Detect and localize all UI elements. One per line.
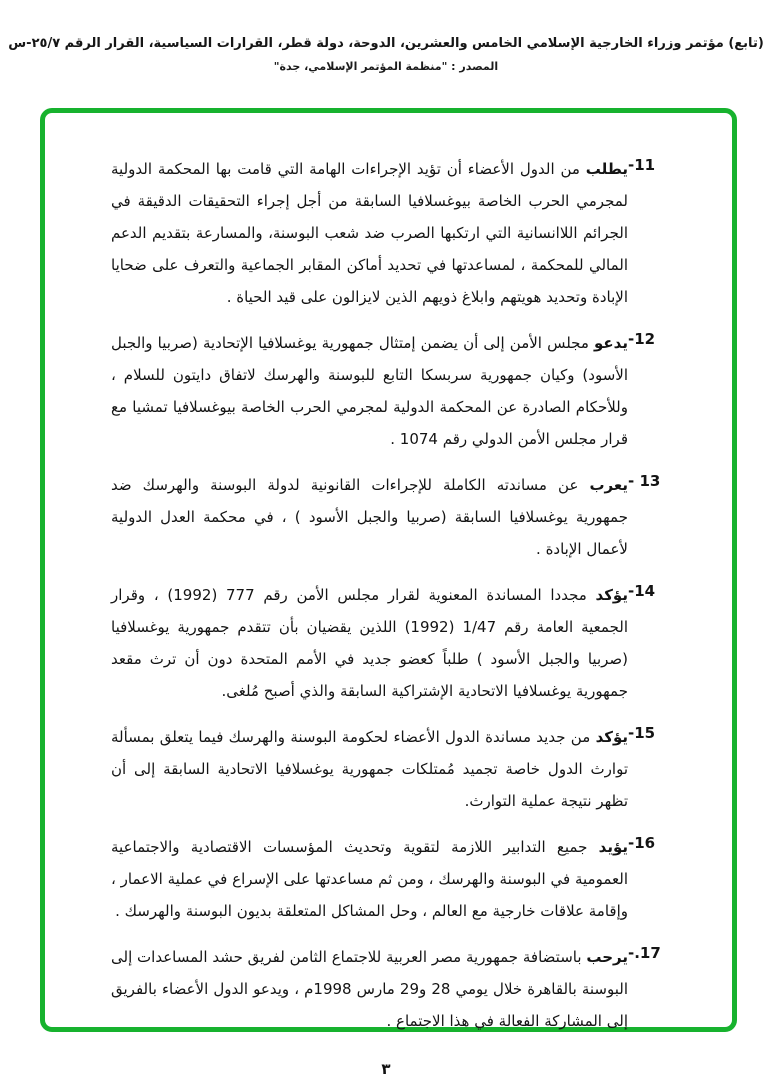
resolution-text: [111, 579, 628, 707]
resolution-frame: [40, 108, 737, 1032]
resolution-lead-word: يؤيد: [598, 838, 628, 856]
resolution-lead-word: يعرب: [589, 476, 628, 494]
resolution-text: [111, 831, 628, 927]
resolution-number: -14: [628, 582, 656, 600]
resolution-number: -11: [628, 156, 656, 174]
resolution-body: باستضافة جمهورية مصر العربية للاجتماع الثامن لفريق حشد المساعدات إلى البوسنة بالقاهرة خلال يومي 28 و29 مارس 1998م ، ويدعو الدول الأعضاء بالفريق إلى المشاركة الفعالة في هذا الاجتماع .: [111, 948, 628, 1030]
resolution-item-16: [111, 831, 712, 927]
resolution-number: -15: [628, 724, 656, 742]
resolution-lead-word: يرحب: [586, 948, 628, 966]
resolution-lead-word: يدعو: [594, 334, 628, 352]
resolution-body: عن مساندته الكاملة للإجراءات القانونية لدولة البوسنة والهرسك ضد جمهورية يوغسلافيا السابقة (صربيا والجبل الأسود ) ، في محكمة العدل الدولية لأعمال الإبادة .: [111, 476, 628, 558]
resolution-item-13: [111, 469, 712, 565]
resolution-text: [111, 153, 628, 313]
resolution-number: -12: [628, 330, 656, 348]
resolution-item-11: [111, 153, 712, 313]
resolution-text: [111, 941, 628, 1037]
resolution-lead-word: يؤكد: [595, 728, 628, 746]
document-header: [0, 36, 772, 73]
resolution-item-12: [111, 327, 712, 455]
header-title: (تابع) مؤتمر وزراء الخارجية الإسلامي الخامس والعشرين، الدوحة، دولة قطر، القرارات السياسية، القرار الرقم ٢٥/٧-س: [8, 36, 764, 51]
resolution-list: [45, 113, 732, 1037]
resolution-body: جميع التدابير اللازمة لتقوية وتحديث المؤسسات الاقتصادية والاجتماعية العمومية في البوسنة والهرسك ، ومن ثم مساعدتها على الإسراع في عملية الاعمار ، وإقامة علاقات خارجية مع العالم ، وحل المشاكل المتعلقة بديون البوسنة والهرسك .: [111, 838, 628, 920]
page-number: ٣: [381, 1060, 391, 1078]
resolution-number: -16: [628, 834, 656, 852]
resolution-text: [111, 721, 628, 817]
resolution-text: [111, 327, 628, 455]
resolution-item-15: [111, 721, 712, 817]
resolution-body: مجددا المساندة المعنوية لقرار مجلس الأمن رقم 777 (1992) ، وقرار الجمعية العامة رقم 1/47 (1992) اللذين يقضيان بأن تتقدم جمهورية يوغسلافيا (صربيا والجبل الأسود ) طلباً كعضو جديد في الأمم المتحدة دون أن ترث مقعد جمهورية يوغسلافيا الاتحادية الإشتراكية السابقة والذي أصبح مُلغى.: [111, 586, 628, 700]
resolution-number: - 13: [628, 472, 661, 490]
header-source: المصدر : "منظمة المؤتمر الإسلامي، جدة": [273, 60, 499, 73]
resolution-text: [111, 469, 628, 565]
resolution-item-17: [111, 941, 712, 1037]
resolution-item-14: [111, 579, 712, 707]
resolution-body: مجلس الأمن إلى أن يضمن إمتثال جمهورية يوغسلافيا الإتحادية (صربيا والجبل الأسود) وكيان جمهورية سربسكا التابع للبوسنة والهرسك لاتفاق دايتون للسلام ، وللأحكام الصادرة عن المحكمة الدولية لمجرمي الحرب الخاصة بيوغسلافيا تمشيا مع قرار مجلس الأمن الدولي رقم 1074 .: [111, 334, 628, 448]
resolution-lead-word: يطلب: [585, 160, 628, 178]
resolution-body: من جديد مساندة الدول الأعضاء لحكومة البوسنة والهرسك فيما يتعلق بمسألة توارث الدول خاصة تجميد مُمتلكات جمهورية يوغسلافيا الاتحادية السابقة إلى أن تظهر نتيجة عملية التوارث.: [111, 728, 628, 810]
resolution-number: -.17: [628, 944, 661, 962]
resolution-body: من الدول الأعضاء أن تؤيد الإجراءات الهامة التي قامت بها المحكمة الدولية لمجرمي الحرب الخاصة بيوغسلافيا السابقة من أجل إجراء التحقيقات الدقيقة في الجرائم اللاانسانية التي ارتكبها الصرب ضد شعب البوسنة، والمسارعة بتقديم الدعم المالي للمحكمة ، لمساعدتها في تحديد أماكن المقابر الجماعية والتعرف على ضحايا الإبادة وتحديد هويتهم وابلاغ ذويهم الذين لايزالون على قيد الحياة .: [111, 160, 628, 306]
resolution-lead-word: يؤكد: [595, 586, 628, 604]
